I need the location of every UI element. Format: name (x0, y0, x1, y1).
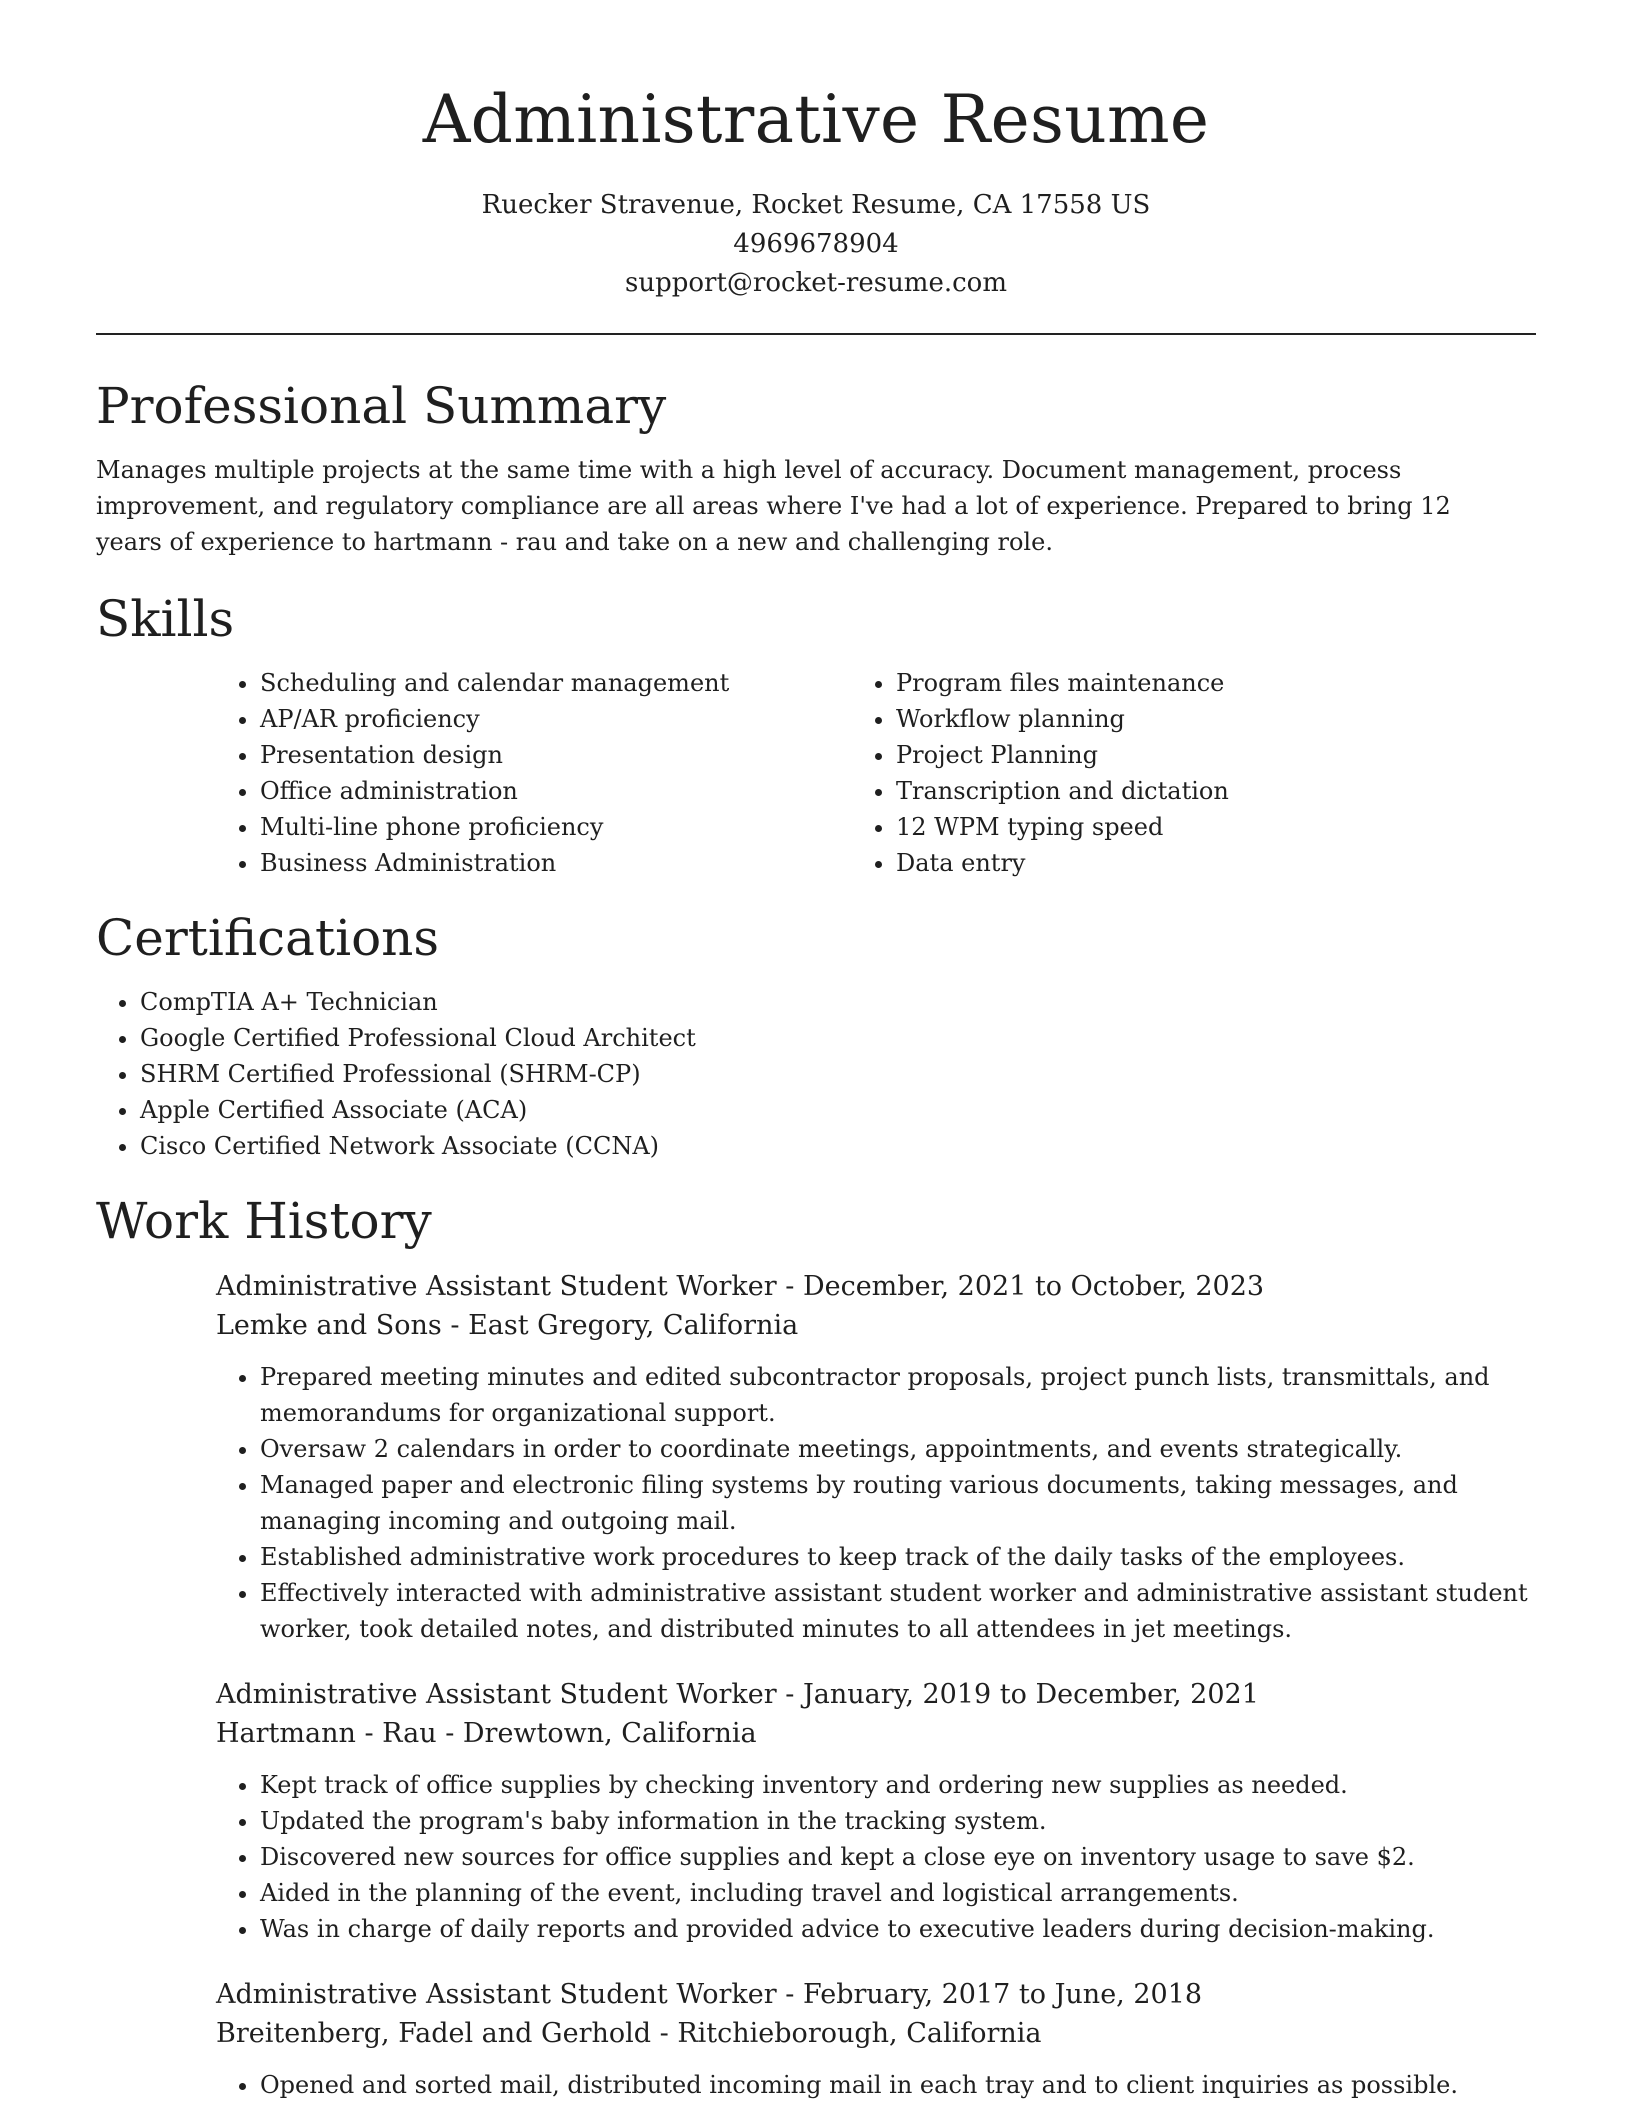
header-divider (96, 333, 1536, 335)
skill-item: • Business Administration (260, 845, 876, 881)
job-dates: - December, 2021 to October, 2023 (776, 1270, 1265, 1302)
skill-item: • Office administration (260, 773, 876, 809)
certifications-list (96, 984, 1536, 1164)
job-bullet: • Prepared meeting minutes and edited subcontractor proposals, project punch lists, transmittals, and memorandums for organizational support. (260, 1359, 1536, 1431)
summary-section (96, 376, 1536, 560)
job-bullet: • Oversaw 2 calendars in order to coordinate meetings, appointments, and events strategically. (260, 1431, 1536, 1467)
job-company: Breitenberg, Fadel and Gerhold (216, 2017, 652, 2049)
work-history-heading: Work History (96, 1191, 432, 1250)
job-company-line (216, 1715, 1536, 1753)
skills-section (96, 589, 1536, 881)
skill-item: • 12 WPM typing speed (896, 809, 1536, 845)
job-title: Administrative Assistant Student Worker (216, 1678, 777, 1710)
job-entry (216, 1675, 1536, 1947)
certification-item: • CompTIA A+ Technician (140, 984, 1536, 1020)
phone: 4969678904 (733, 228, 899, 259)
job-company: Lemke and Sons (216, 1309, 442, 1341)
work-history-section (96, 1191, 1536, 2103)
job-bullet: • Aided in the planning of the event, including travel and logistical arrangements. (260, 1875, 1536, 1911)
job-bullet: • Managed paper and electronic filing systems by routing various documents, taking messages, and managing incoming and outgoing mail. (260, 1467, 1536, 1539)
job-bullet: • Established administrative work procedures to keep track of the daily tasks of the employees. (260, 1539, 1536, 1575)
skill-item: • Project Planning (896, 737, 1536, 773)
job-bullet: • Kept track of office supplies by checking inventory and ordering new supplies as needed. (260, 1767, 1536, 1803)
job-location: - Drewtown, California (436, 1717, 757, 1749)
skill-item: • Multi-line phone proficiency (260, 809, 876, 845)
skills-grid (216, 665, 1536, 881)
job-location: - Ritchieborough, California (651, 2017, 1042, 2049)
job-bullets (216, 2067, 1536, 2103)
job-bullet: • Effectively interacted with administrative assistant student worker and administrative assistant student worker, took detailed notes, and distributed minutes to all attendees in jet meetings. (260, 1575, 1536, 1647)
skills-list-right (876, 665, 1536, 881)
resume-title: Administrative Resume (422, 81, 1210, 158)
certifications-heading: Certifications (96, 908, 440, 967)
skills-list-left (216, 665, 876, 881)
certifications-section (96, 908, 1536, 1164)
contact-info (96, 186, 1536, 303)
certification-item: • SHRM Certified Professional (SHRM-CP) (140, 1056, 1536, 1092)
job-bullets (216, 1359, 1536, 1647)
job-entry (216, 1267, 1536, 1647)
job-company: Hartmann - Rau (216, 1717, 437, 1749)
summary-text: Manages multiple projects at the same time with a high level of accuracy. Document management, process improvement, and regulatory compliance are all areas where I've had a lot of experience. Prepared to bring 12 years of experience to hartmann - rau and take on a new and challenging role. (96, 455, 1451, 556)
skill-item: • Scheduling and calendar management (260, 665, 876, 701)
job-company-line (216, 1307, 1536, 1345)
job-bullets (216, 1767, 1536, 1947)
job-bullet: • Opened and sorted mail, distributed incoming mail in each tray and to client inquiries as possible. (260, 2067, 1536, 2103)
skill-item: • Presentation design (260, 737, 876, 773)
skill-item: • Data entry (896, 845, 1536, 881)
job-title: Administrative Assistant Student Worker (216, 1978, 777, 2010)
job-title-line (216, 1975, 1536, 2015)
job-location: - East Gregory, California (441, 1309, 799, 1341)
resume-header (96, 0, 1536, 303)
skill-item: • Workflow planning (896, 701, 1536, 737)
skill-item: • AP/AR proficiency (260, 701, 876, 737)
skill-item: • Transcription and dictation (896, 773, 1536, 809)
job-title-line (216, 1267, 1536, 1307)
certification-item: • Google Certified Professional Cloud Architect (140, 1020, 1536, 1056)
job-bullet: • Updated the program's baby information in the tracking system. (260, 1803, 1536, 1839)
skill-item: • Program files maintenance (896, 665, 1536, 701)
job-company-line (216, 2015, 1536, 2053)
job-bullet: • Was in charge of daily reports and provided advice to executive leaders during decision-making. (260, 1911, 1536, 1947)
job-bullet: • Discovered new sources for office supplies and kept a close eye on inventory usage to save $2. (260, 1839, 1536, 1875)
skills-heading: Skills (96, 589, 235, 648)
email: support@rocket-resume.com (624, 267, 1007, 298)
job-dates: - February, 2017 to June, 2018 (776, 1978, 1203, 2010)
certification-item: • Cisco Certified Network Associate (CCNA) (140, 1128, 1536, 1164)
job-title-line (216, 1675, 1536, 1715)
certification-item: • Apple Certified Associate (ACA) (140, 1092, 1536, 1128)
job-title: Administrative Assistant Student Worker (216, 1270, 777, 1302)
summary-heading: Professional Summary (96, 376, 667, 435)
job-dates: - January, 2019 to December, 2021 (776, 1678, 1259, 1710)
job-entry (216, 1975, 1536, 2103)
address: Ruecker Stravenue, Rocket Resume, CA 17558 US (481, 189, 1151, 220)
